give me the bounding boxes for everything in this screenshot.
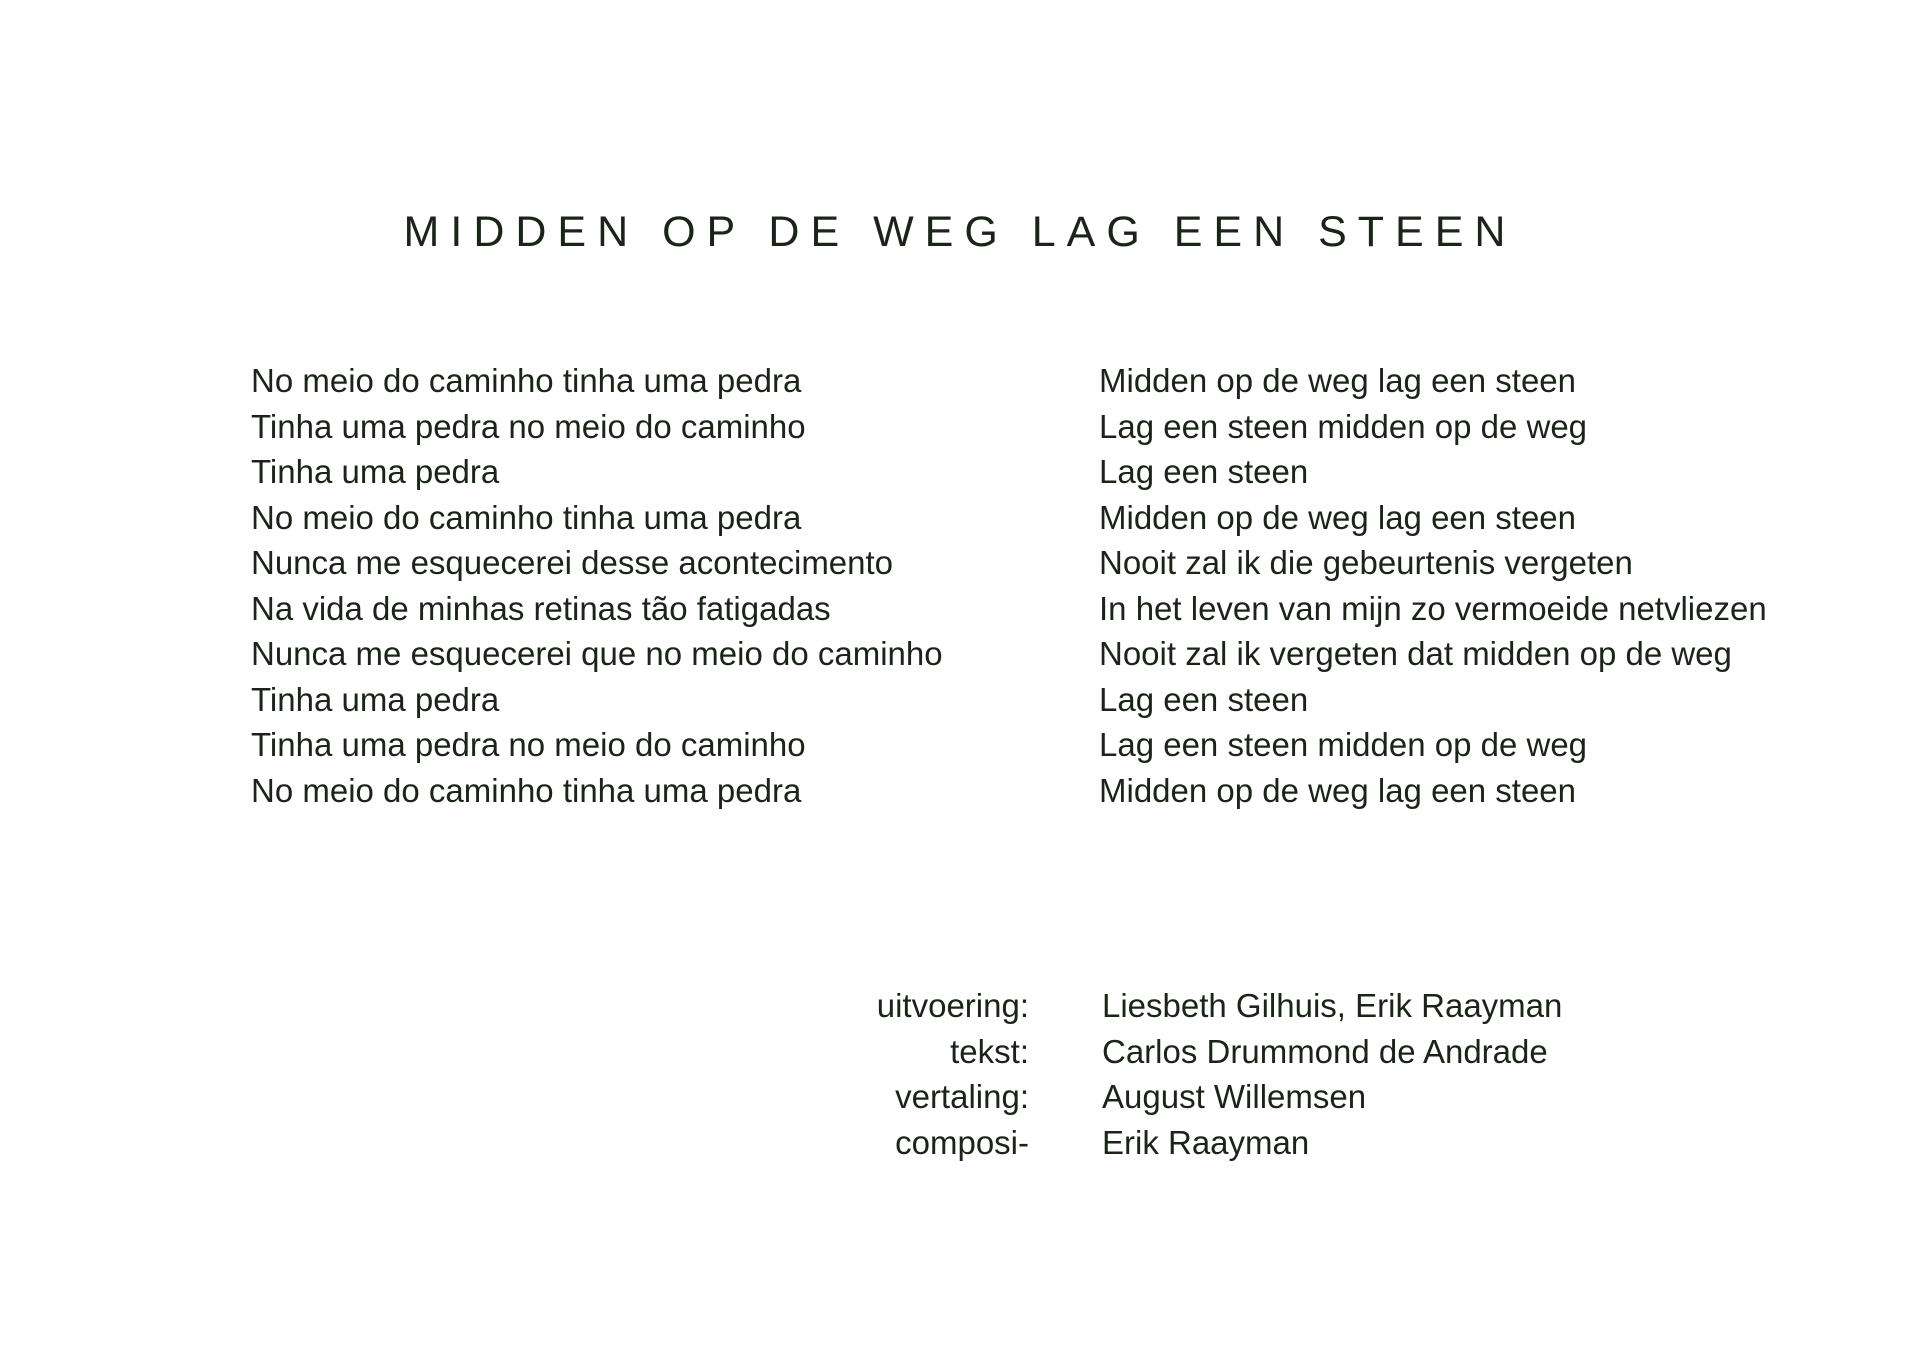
dutch-translation xyxy=(1099,358,1767,813)
translation-line: Lag een steen midden op de weg xyxy=(1099,407,1588,445)
credit-label: vertaling: xyxy=(895,1078,1029,1115)
translation-line: Lag een steen midden op de weg xyxy=(1099,726,1588,763)
page-title: MIDDEN OP DE WEG LAG EEN STEEN xyxy=(403,208,1517,256)
poem-line: Tinha uma pedra xyxy=(251,680,500,718)
translation-line: Lag een steen xyxy=(1099,680,1309,718)
credit-label: composi- xyxy=(895,1123,1029,1161)
poem-line: Nunca me esquecerei que no meio do caminho xyxy=(251,635,943,672)
credit-value: Liesbeth Gilhuis, Erik Raayman xyxy=(1102,987,1563,1024)
poem-line: Nunca me esquecerei desse acontecimento xyxy=(251,544,894,581)
credit-row xyxy=(0,1074,1920,1120)
poem-line: No meio do caminho tinha uma pedra xyxy=(251,498,802,536)
translation-line: Midden op de weg lag een steen xyxy=(1099,498,1577,536)
translation-line: In het leven van mijn zo vermoeide netvliezen xyxy=(1099,589,1767,627)
poem-line: Tinha uma pedra no meio do caminho xyxy=(251,726,806,763)
translation-line: Nooit zal ik vergeten dat midden op de weg xyxy=(1099,635,1732,672)
poem-line: No meio do caminho tinha uma pedra xyxy=(251,362,802,399)
translation-line: Midden op de weg lag een steen xyxy=(1099,362,1577,399)
credit-row xyxy=(0,983,1920,1029)
portuguese-poem xyxy=(251,358,943,813)
poem-line: Na vida de minhas retinas tão fatigadas xyxy=(251,589,831,627)
credit-value: Carlos Drummond de Andrade xyxy=(1102,1032,1548,1070)
credit-value: August Willemsen xyxy=(1102,1078,1367,1115)
poem-line: Tinha uma pedra xyxy=(251,453,500,490)
translation-line: Lag een steen xyxy=(1099,453,1309,490)
poem-line: Tinha uma pedra no meio do caminho xyxy=(251,407,806,445)
credit-row xyxy=(0,1120,1920,1166)
credits xyxy=(0,983,1920,1165)
credit-value: Erik Raayman xyxy=(1102,1123,1310,1161)
credit-label: uitvoering: xyxy=(876,987,1029,1024)
credit-label: tekst: xyxy=(950,1032,1029,1070)
poem-line: No meio do caminho tinha uma pedra xyxy=(251,771,802,809)
translation-line: Midden op de weg lag een steen xyxy=(1099,771,1577,809)
translation-line: Nooit zal ik die gebeurtenis vergeten xyxy=(1099,544,1633,581)
credit-row xyxy=(0,1029,1920,1075)
